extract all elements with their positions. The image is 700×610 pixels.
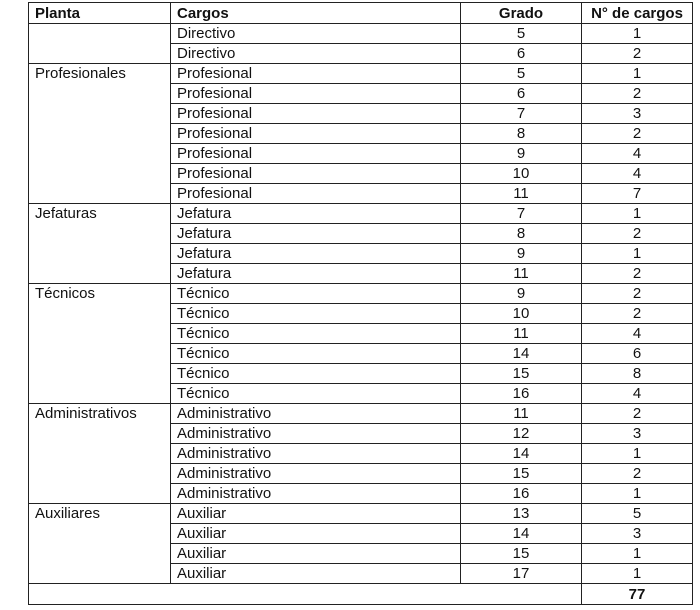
num-cargos-cell: 2 — [582, 224, 693, 244]
planta-cell — [29, 524, 171, 544]
num-cargos-cell: 2 — [582, 404, 693, 424]
cargo-cell: Auxiliar — [171, 524, 461, 544]
grado-cell: 15 — [461, 544, 582, 564]
grado-cell: 5 — [461, 64, 582, 84]
cargo-cell: Profesional — [171, 164, 461, 184]
planta-cell — [29, 84, 171, 104]
cargo-cell: Administrativo — [171, 444, 461, 464]
planta-cell: Auxiliares — [29, 504, 171, 524]
table-row — [29, 144, 693, 164]
num-cargos-cell: 1 — [582, 564, 693, 584]
table-row — [29, 284, 693, 304]
table-row — [29, 464, 693, 484]
cargo-cell: Auxiliar — [171, 504, 461, 524]
grado-cell: 14 — [461, 524, 582, 544]
planta-cell: Técnicos — [29, 284, 171, 304]
table-row — [29, 404, 693, 424]
planta-cell — [29, 364, 171, 384]
table-row — [29, 184, 693, 204]
planta-cell — [29, 564, 171, 584]
cargo-cell: Técnico — [171, 344, 461, 364]
grado-cell: 12 — [461, 424, 582, 444]
total-spacer — [29, 584, 582, 605]
grado-cell: 11 — [461, 324, 582, 344]
planta-cell — [29, 104, 171, 124]
table-row — [29, 544, 693, 564]
num-cargos-cell: 4 — [582, 164, 693, 184]
cargo-cell: Administrativo — [171, 464, 461, 484]
table-row — [29, 364, 693, 384]
num-cargos-cell: 1 — [582, 244, 693, 264]
table-row — [29, 244, 693, 264]
table-row — [29, 564, 693, 584]
table-row — [29, 344, 693, 364]
grado-cell: 6 — [461, 84, 582, 104]
num-cargos-cell: 1 — [582, 544, 693, 564]
num-cargos-cell: 7 — [582, 184, 693, 204]
table-row — [29, 24, 693, 44]
cargo-cell: Jefatura — [171, 244, 461, 264]
planta-cell — [29, 344, 171, 364]
planta-cell — [29, 24, 171, 44]
cargo-cell: Administrativo — [171, 404, 461, 424]
num-cargos-cell: 3 — [582, 524, 693, 544]
planta-cell: Jefaturas — [29, 204, 171, 224]
cargo-cell: Jefatura — [171, 224, 461, 244]
num-cargos-cell: 8 — [582, 364, 693, 384]
planta-cell — [29, 44, 171, 64]
table-row — [29, 384, 693, 404]
planta-cell — [29, 124, 171, 144]
num-cargos-cell: 1 — [582, 444, 693, 464]
grado-cell: 15 — [461, 464, 582, 484]
grado-cell: 9 — [461, 284, 582, 304]
grado-cell: 7 — [461, 204, 582, 224]
table-row — [29, 124, 693, 144]
table-row — [29, 64, 693, 84]
table-row — [29, 84, 693, 104]
planta-cell — [29, 424, 171, 444]
num-cargos-cell: 3 — [582, 424, 693, 444]
planta-cell — [29, 264, 171, 284]
table-row — [29, 504, 693, 524]
header-row — [29, 3, 693, 24]
grado-cell: 11 — [461, 184, 582, 204]
cargo-cell: Auxiliar — [171, 544, 461, 564]
num-cargos-cell: 2 — [582, 304, 693, 324]
grado-cell: 9 — [461, 244, 582, 264]
grado-cell: 8 — [461, 124, 582, 144]
num-cargos-cell: 2 — [582, 44, 693, 64]
planta-cell — [29, 144, 171, 164]
cargo-cell: Profesional — [171, 104, 461, 124]
num-cargos-cell: 2 — [582, 264, 693, 284]
cargo-cell: Profesional — [171, 184, 461, 204]
table-body — [29, 24, 693, 584]
num-cargos-cell: 2 — [582, 124, 693, 144]
total-row — [29, 584, 693, 605]
table-row — [29, 484, 693, 504]
planta-cell — [29, 244, 171, 264]
cargo-cell: Técnico — [171, 304, 461, 324]
table-row — [29, 104, 693, 124]
table-row — [29, 44, 693, 64]
cargo-cell: Administrativo — [171, 484, 461, 504]
grado-cell: 7 — [461, 104, 582, 124]
cargos-table — [28, 2, 693, 605]
table-row — [29, 424, 693, 444]
header-planta: Planta — [29, 3, 171, 24]
cargo-cell: Técnico — [171, 284, 461, 304]
grado-cell: 8 — [461, 224, 582, 244]
num-cargos-cell: 4 — [582, 384, 693, 404]
header-cargos: Cargos — [171, 3, 461, 24]
planta-cell — [29, 384, 171, 404]
planta-cell: Administrativos — [29, 404, 171, 424]
num-cargos-cell: 2 — [582, 464, 693, 484]
cargo-cell: Directivo — [171, 24, 461, 44]
cargo-cell: Administrativo — [171, 424, 461, 444]
table-row — [29, 324, 693, 344]
planta-cell — [29, 464, 171, 484]
planta-cell: Profesionales — [29, 64, 171, 84]
table-row — [29, 264, 693, 284]
planta-cell — [29, 544, 171, 564]
header-num-cargos: N° de cargos — [582, 3, 693, 24]
grado-cell: 9 — [461, 144, 582, 164]
cargo-cell: Profesional — [171, 124, 461, 144]
table-row — [29, 224, 693, 244]
grado-cell: 11 — [461, 404, 582, 424]
cargo-cell: Técnico — [171, 384, 461, 404]
grado-cell: 16 — [461, 384, 582, 404]
cargo-cell: Profesional — [171, 84, 461, 104]
cargos-table-sheet — [28, 2, 693, 605]
num-cargos-cell: 1 — [582, 204, 693, 224]
num-cargos-cell: 2 — [582, 284, 693, 304]
planta-cell — [29, 184, 171, 204]
num-cargos-cell: 1 — [582, 64, 693, 84]
grado-cell: 6 — [461, 44, 582, 64]
num-cargos-cell: 2 — [582, 84, 693, 104]
num-cargos-cell: 6 — [582, 344, 693, 364]
planta-cell — [29, 484, 171, 504]
num-cargos-cell: 3 — [582, 104, 693, 124]
cargo-cell: Profesional — [171, 64, 461, 84]
grado-cell: 15 — [461, 364, 582, 384]
planta-cell — [29, 224, 171, 244]
num-cargos-cell: 1 — [582, 484, 693, 504]
grado-cell: 17 — [461, 564, 582, 584]
table-row — [29, 444, 693, 464]
table-row — [29, 524, 693, 544]
num-cargos-cell: 4 — [582, 144, 693, 164]
planta-cell — [29, 304, 171, 324]
cargo-cell: Profesional — [171, 144, 461, 164]
grado-cell: 13 — [461, 504, 582, 524]
grado-cell: 16 — [461, 484, 582, 504]
grado-cell: 14 — [461, 344, 582, 364]
table-row — [29, 304, 693, 324]
total-value: 77 — [582, 584, 693, 605]
grado-cell: 11 — [461, 264, 582, 284]
cargo-cell: Directivo — [171, 44, 461, 64]
header-grado: Grado — [461, 3, 582, 24]
num-cargos-cell: 1 — [582, 24, 693, 44]
grado-cell: 14 — [461, 444, 582, 464]
grado-cell: 10 — [461, 164, 582, 184]
num-cargos-cell: 4 — [582, 324, 693, 344]
cargo-cell: Jefatura — [171, 204, 461, 224]
table-row — [29, 204, 693, 224]
grado-cell: 5 — [461, 24, 582, 44]
num-cargos-cell: 5 — [582, 504, 693, 524]
cargo-cell: Jefatura — [171, 264, 461, 284]
planta-cell — [29, 164, 171, 184]
planta-cell — [29, 324, 171, 344]
grado-cell: 10 — [461, 304, 582, 324]
planta-cell — [29, 444, 171, 464]
cargo-cell: Técnico — [171, 364, 461, 384]
cargo-cell: Auxiliar — [171, 564, 461, 584]
cargo-cell: Técnico — [171, 324, 461, 344]
table-row — [29, 164, 693, 184]
